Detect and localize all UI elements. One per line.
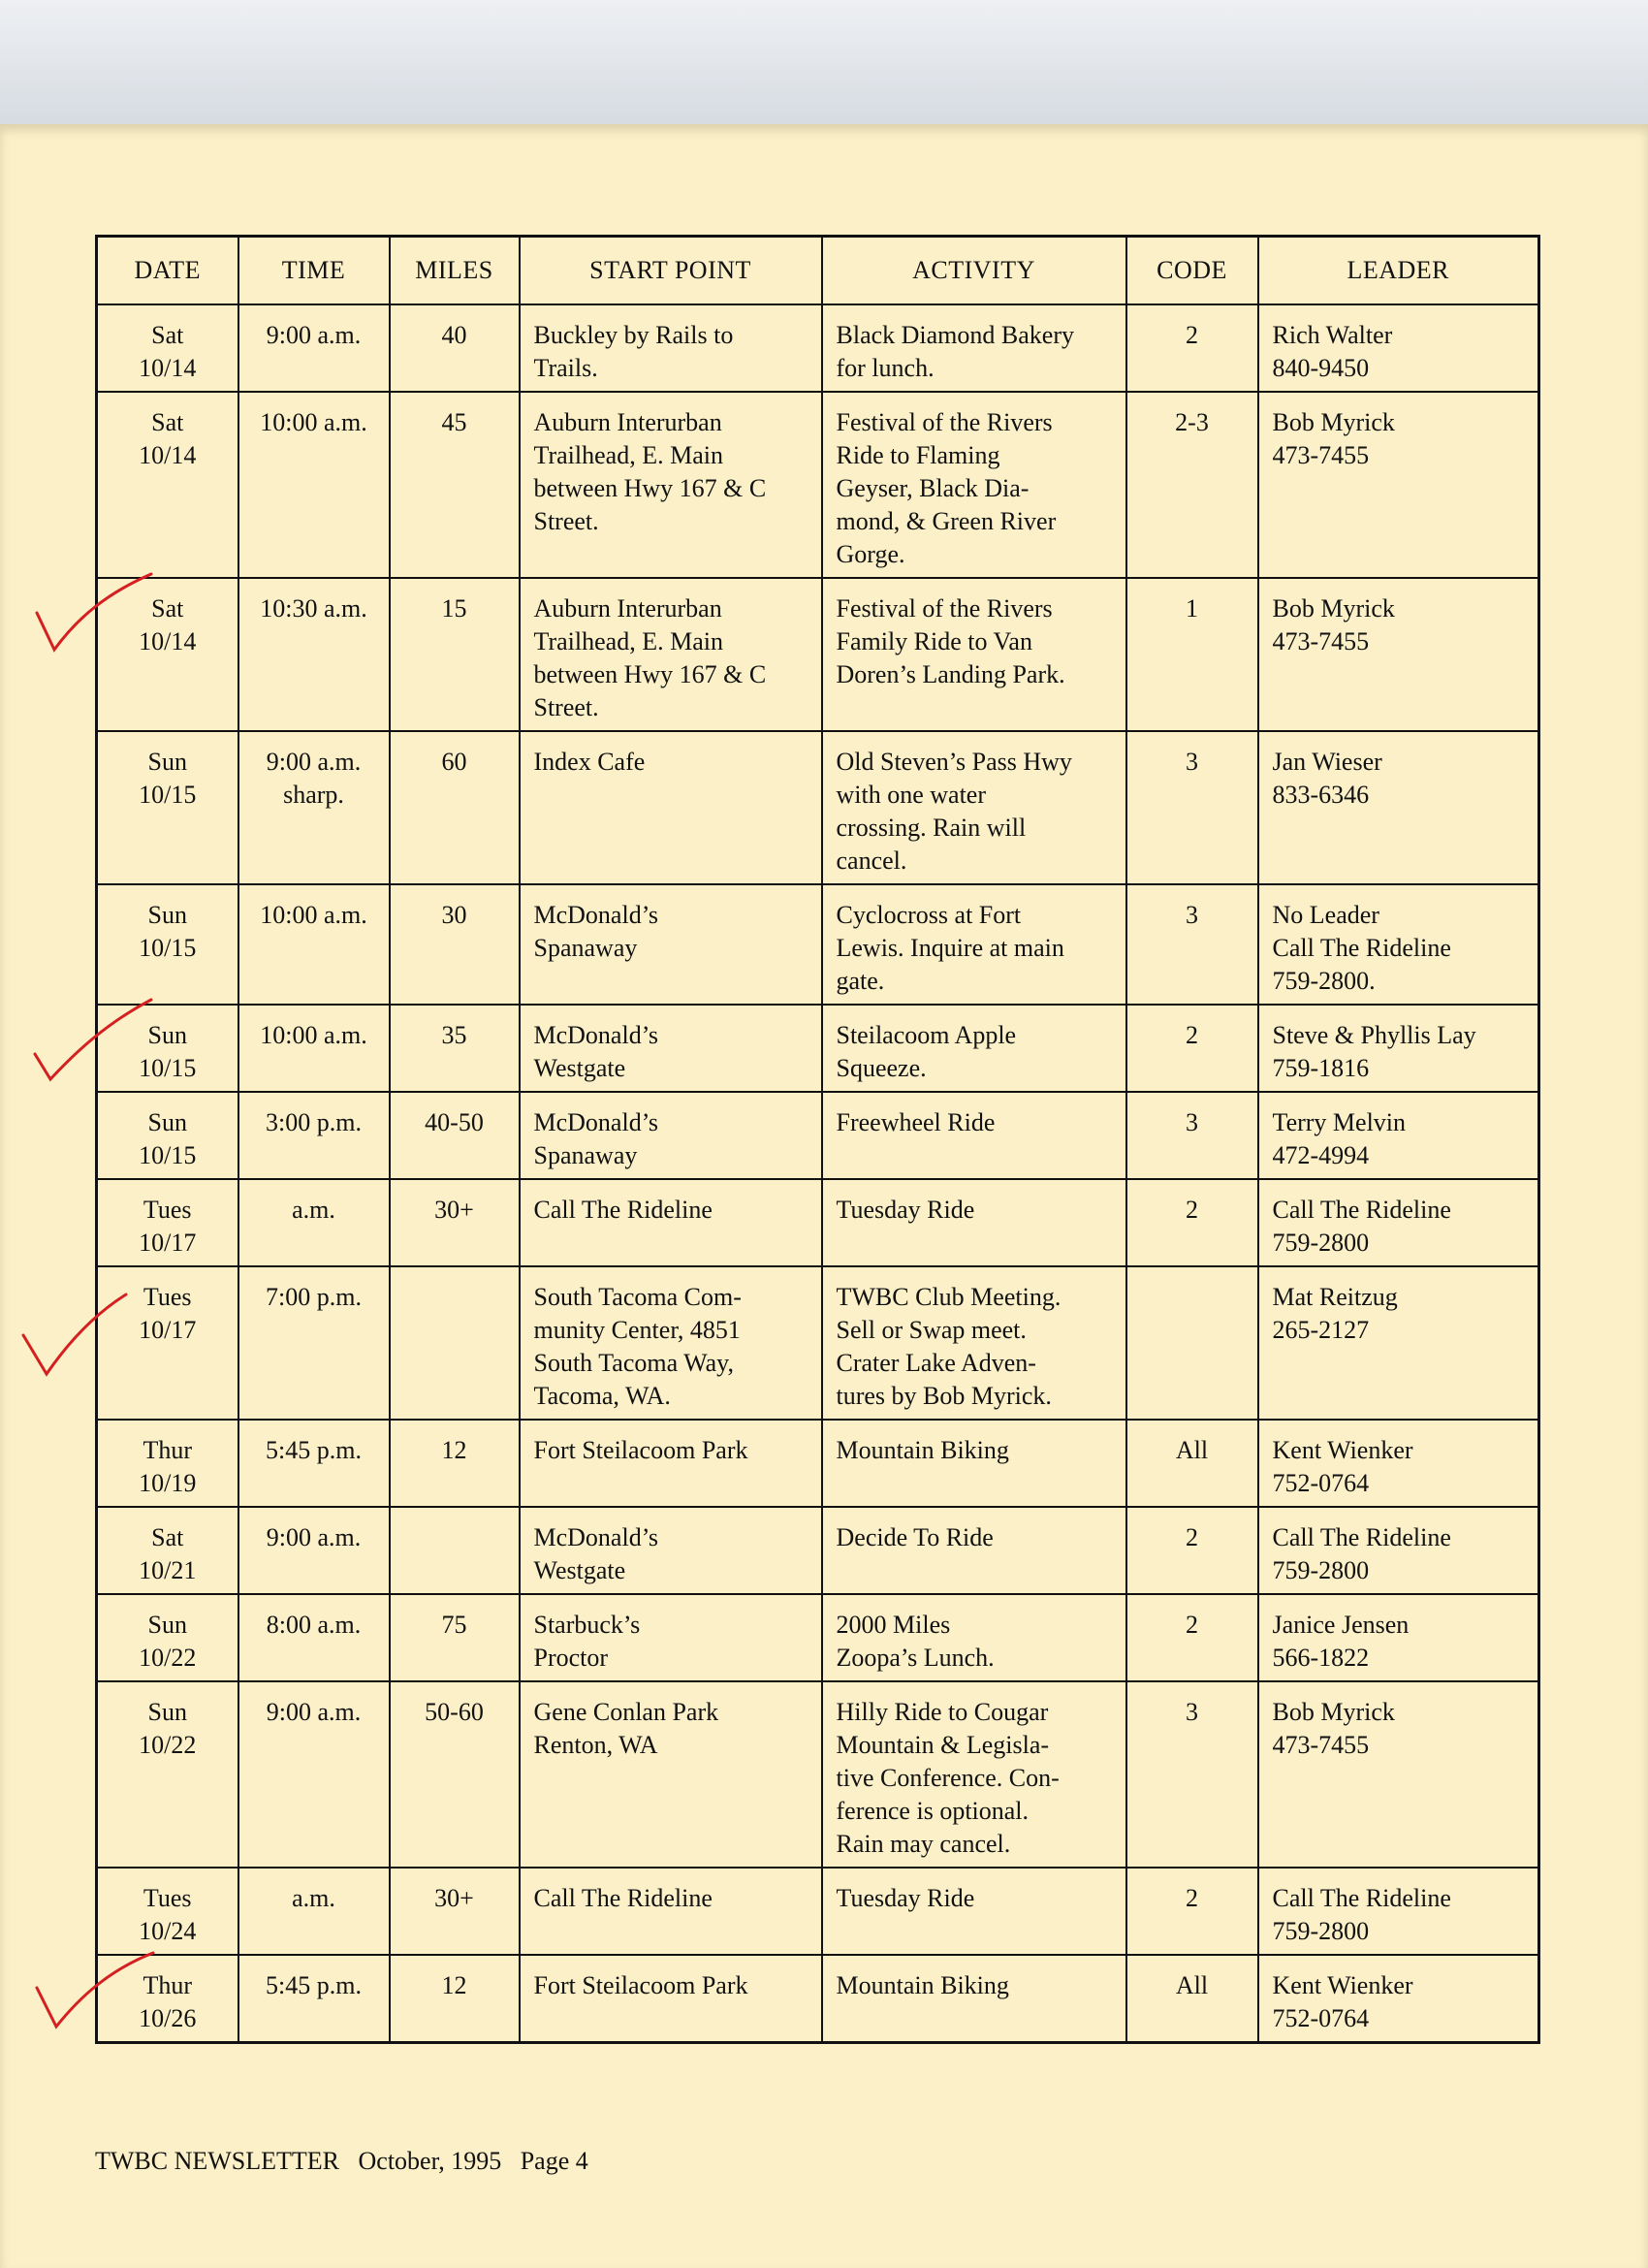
- miles-cell: 15: [390, 578, 520, 731]
- header-time: TIME: [238, 237, 390, 305]
- code-cell: 2: [1126, 1594, 1258, 1681]
- start-point-cell: Call The Rideline: [520, 1179, 822, 1266]
- code-cell: 2: [1126, 1868, 1258, 1955]
- miles-cell: 75: [390, 1594, 520, 1681]
- start-point-cell: McDonald’s Spanaway: [520, 884, 822, 1005]
- start-point-cell: South Tacoma Com- munity Center, 4851 South Tacoma Way, Tacoma, WA.: [520, 1266, 822, 1420]
- activity-cell: Hilly Ride to Cougar Mountain & Legisla- tive Conference. Con- ference is optional. Rain may cancel.: [822, 1681, 1126, 1868]
- date-cell: Tues 10/24: [97, 1868, 238, 1955]
- miles-cell: 30+: [390, 1868, 520, 1955]
- table-row: [97, 1868, 1539, 1955]
- leader-cell: Janice Jensen 566-1822: [1258, 1594, 1539, 1681]
- miles-cell: 50-60: [390, 1681, 520, 1868]
- leader-cell: Bob Myrick 473-7455: [1258, 1681, 1539, 1868]
- time-cell: 5:45 p.m.: [238, 1420, 390, 1507]
- time-cell: 9:00 a.m.: [238, 304, 390, 392]
- date-cell: Sat 10/14: [97, 392, 238, 578]
- miles-cell: 60: [390, 731, 520, 884]
- red-check-mark-icon: [29, 994, 155, 1081]
- table-row: [97, 1266, 1539, 1420]
- table-row: [97, 1681, 1539, 1868]
- leader-cell: Call The Rideline 759-2800: [1258, 1868, 1539, 1955]
- table-row: [97, 884, 1539, 1005]
- red-check-mark-icon: [29, 574, 155, 661]
- code-cell: 2: [1126, 1005, 1258, 1092]
- miles-cell: 12: [390, 1420, 520, 1507]
- miles-cell: 30+: [390, 1179, 520, 1266]
- code-cell: [1126, 1266, 1258, 1420]
- time-cell: 10:30 a.m.: [238, 578, 390, 731]
- start-point-cell: McDonald’s Westgate: [520, 1005, 822, 1092]
- leader-cell: Bob Myrick 473-7455: [1258, 392, 1539, 578]
- code-cell: 2-3: [1126, 392, 1258, 578]
- date-cell: Thur 10/19: [97, 1420, 238, 1507]
- activity-cell: Old Steven’s Pass Hwy with one water crossing. Rain will cancel.: [822, 731, 1126, 884]
- time-cell: 9:00 a.m. sharp.: [238, 731, 390, 884]
- miles-cell: 40-50: [390, 1092, 520, 1179]
- scanner-background: [0, 0, 1648, 128]
- miles-cell: 35: [390, 1005, 520, 1092]
- leader-cell: Kent Wienker 752-0764: [1258, 1955, 1539, 2043]
- time-cell: 5:45 p.m.: [238, 1955, 390, 2043]
- start-point-cell: Auburn Interurban Trailhead, E. Main between Hwy 167 & C Street.: [520, 578, 822, 731]
- activity-cell: 2000 Miles Zoopa’s Lunch.: [822, 1594, 1126, 1681]
- time-cell: 8:00 a.m.: [238, 1594, 390, 1681]
- code-cell: 3: [1126, 1681, 1258, 1868]
- start-point-cell: Fort Steilacoom Park: [520, 1955, 822, 2043]
- leader-cell: No Leader Call The Rideline 759-2800.: [1258, 884, 1539, 1005]
- activity-cell: Cyclocross at Fort Lewis. Inquire at main gate.: [822, 884, 1126, 1005]
- activity-cell: Festival of the Rivers Ride to Flaming Geyser, Black Dia- mond, & Green River Gorge.: [822, 392, 1126, 578]
- activity-cell: Black Diamond Bakery for lunch.: [822, 304, 1126, 392]
- table-header-row: [97, 237, 1539, 305]
- header-code: CODE: [1126, 237, 1258, 305]
- start-point-cell: Auburn Interurban Trailhead, E. Main between Hwy 167 & C Street.: [520, 392, 822, 578]
- table-row: [97, 1179, 1539, 1266]
- time-cell: a.m.: [238, 1868, 390, 1955]
- time-cell: 10:00 a.m.: [238, 392, 390, 578]
- activity-cell: Tuesday Ride: [822, 1868, 1126, 1955]
- start-point-cell: Index Cafe: [520, 731, 822, 884]
- time-cell: 9:00 a.m.: [238, 1507, 390, 1594]
- header-activity: ACTIVITY: [822, 237, 1126, 305]
- leader-cell: Terry Melvin 472-4994: [1258, 1092, 1539, 1179]
- date-cell: Tues 10/17: [97, 1179, 238, 1266]
- activity-cell: Festival of the Rivers Family Ride to Van Doren’s Landing Park.: [822, 578, 1126, 731]
- code-cell: 1: [1126, 578, 1258, 731]
- time-cell: 9:00 a.m.: [238, 1681, 390, 1868]
- code-cell: 3: [1126, 1092, 1258, 1179]
- start-point-cell: McDonald’s Spanaway: [520, 1092, 822, 1179]
- leader-cell: Steve & Phyllis Lay 759-1816: [1258, 1005, 1539, 1092]
- table-row: [97, 1420, 1539, 1507]
- leader-cell: Kent Wienker 752-0764: [1258, 1420, 1539, 1507]
- miles-cell: 30: [390, 884, 520, 1005]
- table-row: [97, 1507, 1539, 1594]
- header-leader: LEADER: [1258, 237, 1539, 305]
- code-cell: 3: [1126, 884, 1258, 1005]
- date-cell: Sun 10/15: [97, 731, 238, 884]
- miles-cell: 40: [390, 304, 520, 392]
- table-row: [97, 1955, 1539, 2043]
- leader-cell: Bob Myrick 473-7455: [1258, 578, 1539, 731]
- table-row: [97, 731, 1539, 884]
- table-row: [97, 578, 1539, 731]
- leader-cell: Call The Rideline 759-2800: [1258, 1179, 1539, 1266]
- ride-schedule-table: [95, 235, 1540, 2044]
- miles-cell: 12: [390, 1955, 520, 2043]
- date-cell: Sat 10/21: [97, 1507, 238, 1594]
- time-cell: 7:00 p.m.: [238, 1266, 390, 1420]
- table-row: [97, 1092, 1539, 1179]
- date-cell: Sun 10/15: [97, 1005, 238, 1092]
- miles-cell: [390, 1266, 520, 1420]
- time-cell: 10:00 a.m.: [238, 884, 390, 1005]
- miles-cell: [390, 1507, 520, 1594]
- activity-cell: Decide To Ride: [822, 1507, 1126, 1594]
- start-point-cell: Call The Rideline: [520, 1868, 822, 1955]
- table-row: [97, 304, 1539, 392]
- date-cell: Sat 10/14: [97, 578, 238, 731]
- start-point-cell: McDonald’s Westgate: [520, 1507, 822, 1594]
- code-cell: All: [1126, 1955, 1258, 2043]
- date-cell: Tues 10/17: [97, 1266, 238, 1420]
- date-cell: Sun 10/22: [97, 1681, 238, 1868]
- newsletter-footer: TWBC NEWSLETTER October, 1995 Page 4: [95, 2147, 588, 2175]
- date-cell: Sun 10/15: [97, 1092, 238, 1179]
- header-miles: MILES: [390, 237, 520, 305]
- leader-cell: Rich Walter 840-9450: [1258, 304, 1539, 392]
- activity-cell: Mountain Biking: [822, 1420, 1126, 1507]
- code-cell: 3: [1126, 731, 1258, 884]
- code-cell: 2: [1126, 1179, 1258, 1266]
- date-cell: Thur 10/26: [97, 1955, 238, 2043]
- code-cell: 2: [1126, 1507, 1258, 1594]
- table-row: [97, 1005, 1539, 1092]
- leader-cell: Jan Wieser 833-6346: [1258, 731, 1539, 884]
- red-check-mark-icon: [31, 1949, 157, 2036]
- start-point-cell: Fort Steilacoom Park: [520, 1420, 822, 1507]
- start-point-cell: Gene Conlan Park Renton, WA: [520, 1681, 822, 1868]
- time-cell: a.m.: [238, 1179, 390, 1266]
- date-cell: Sun 10/22: [97, 1594, 238, 1681]
- time-cell: 10:00 a.m.: [238, 1005, 390, 1092]
- leader-cell: Call The Rideline 759-2800: [1258, 1507, 1539, 1594]
- code-cell: 2: [1126, 304, 1258, 392]
- activity-cell: Mountain Biking: [822, 1955, 1126, 2043]
- date-cell: Sat 10/14: [97, 304, 238, 392]
- code-cell: All: [1126, 1420, 1258, 1507]
- activity-cell: TWBC Club Meeting. Sell or Swap meet. Crater Lake Adven- tures by Bob Myrick.: [822, 1266, 1126, 1420]
- table-body: [97, 304, 1539, 2043]
- start-point-cell: Buckley by Rails to Trails.: [520, 304, 822, 392]
- table-row: [97, 392, 1539, 578]
- header-start-point: START POINT: [520, 237, 822, 305]
- header-date: DATE: [97, 237, 238, 305]
- date-cell: Sun 10/15: [97, 884, 238, 1005]
- time-cell: 3:00 p.m.: [238, 1092, 390, 1179]
- table-row: [97, 1594, 1539, 1681]
- activity-cell: Freewheel Ride: [822, 1092, 1126, 1179]
- miles-cell: 45: [390, 392, 520, 578]
- activity-cell: Tuesday Ride: [822, 1179, 1126, 1266]
- leader-cell: Mat Reitzug 265-2127: [1258, 1266, 1539, 1420]
- start-point-cell: Starbuck’s Proctor: [520, 1594, 822, 1681]
- activity-cell: Steilacoom Apple Squeeze.: [822, 1005, 1126, 1092]
- red-check-mark-icon: [17, 1294, 143, 1382]
